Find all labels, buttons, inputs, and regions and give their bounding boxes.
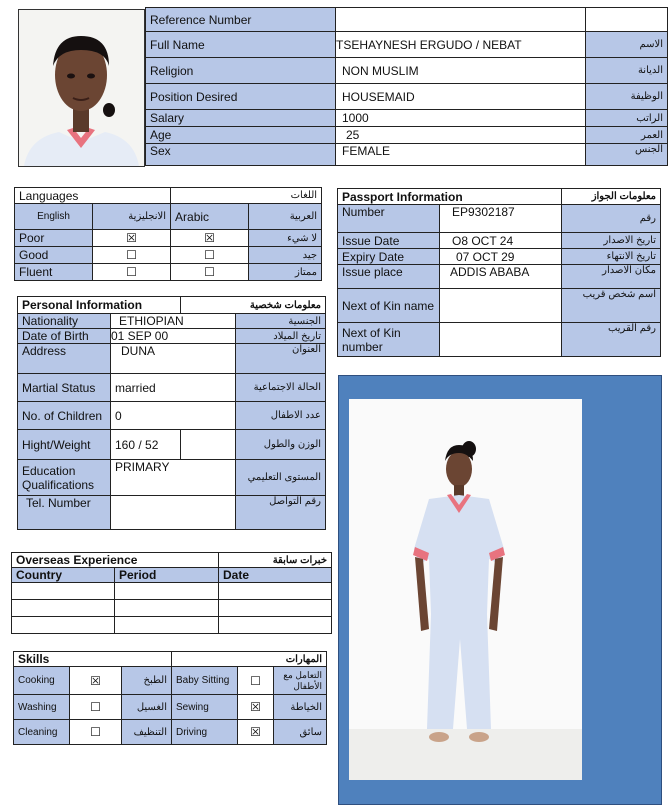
ar-height-weight: الوزن والطول (236, 430, 326, 460)
row-salary (146, 110, 668, 127)
label-kin-number: Next of Kin number (338, 323, 440, 357)
personal-row-tel (18, 496, 326, 530)
personal-info-table (17, 296, 326, 530)
overseas-row (12, 617, 332, 634)
portrait-photo (18, 9, 145, 167)
label-issue-date: Issue Date (338, 233, 440, 249)
personal-title-ar: معلومات شخصية (181, 297, 326, 314)
level-good-ar: جيد (249, 247, 322, 264)
col-period: Period (115, 568, 219, 583)
skills-row-1 (14, 667, 327, 695)
value-address: DUNA (111, 344, 236, 374)
skills-title-ar: المهارات (172, 652, 327, 667)
ar-expiry-date: تاريخ الانتهاء (562, 249, 661, 265)
personal-title: Personal Information (18, 297, 181, 314)
row-age (146, 127, 668, 144)
overseas-row (12, 600, 332, 617)
ar-issue-place: مكان الاصدار (562, 265, 661, 289)
skill-driving: Driving (172, 720, 238, 745)
checkbox-baby-sitting[interactable]: ☐ (238, 667, 274, 695)
label-education: Education Qualifications (18, 460, 111, 496)
row-sex (146, 144, 668, 166)
personal-row-children (18, 402, 326, 430)
label-nationality: Nationality (18, 314, 111, 329)
personal-row-nationality (18, 314, 326, 329)
ar-fullname: الاسم (586, 32, 668, 58)
skill-cooking-ar: الطبخ (122, 667, 172, 695)
value-nationality: ETHIOPIAN (111, 314, 236, 329)
ar-kin-number: رقم القريب (562, 323, 661, 357)
row-reference (146, 8, 668, 32)
skill-driving-ar: سائق (274, 720, 327, 745)
ar-issue-date: تاريخ الاصدار (562, 233, 661, 249)
skill-washing: Washing (14, 695, 70, 720)
english-label-ar: الانجليزية (93, 204, 171, 230)
label-fullname: Full Name (146, 32, 336, 58)
overseas-row (12, 583, 332, 600)
level-good: Good (15, 247, 93, 264)
skill-cleaning-ar: التنظيف (122, 720, 172, 745)
checkbox-cooking[interactable]: ☒ (70, 667, 122, 695)
ar-address: العنوان (236, 344, 326, 374)
lang-row-fluent (15, 264, 322, 281)
value-reference (336, 8, 586, 32)
overseas-table (11, 552, 332, 634)
skills-row-3 (14, 720, 327, 745)
checkbox-english-fluent[interactable]: ☐ (93, 264, 171, 281)
ar-tel: رقم التواصل (236, 496, 326, 530)
passport-row-place (338, 265, 661, 289)
checkbox-sewing[interactable]: ☒ (238, 695, 274, 720)
passport-row-number (338, 205, 661, 233)
checkbox-cleaning[interactable]: ☐ (70, 720, 122, 745)
passport-row-issue (338, 233, 661, 249)
row-religion (146, 58, 668, 84)
skills-row-2 (14, 695, 327, 720)
value-tel (111, 496, 236, 530)
english-label: English (15, 204, 93, 230)
personal-row-marital (18, 374, 326, 402)
passport-row-expiry (338, 249, 661, 265)
label-salary: Salary (146, 110, 336, 127)
level-poor-ar: لا شيء (249, 230, 322, 247)
checkbox-arabic-poor[interactable]: ☒ (171, 230, 249, 247)
personal-row-education (18, 460, 326, 496)
value-position: HOUSEMAID (336, 84, 586, 110)
checkbox-washing[interactable]: ☐ (70, 695, 122, 720)
personal-row-dob (18, 329, 326, 344)
languages-table (14, 187, 322, 281)
label-sex: Sex (146, 144, 336, 166)
col-country: Country (12, 568, 115, 583)
value-marital: married (111, 374, 236, 402)
label-position: Position Desired (146, 84, 336, 110)
full-body-photo (349, 399, 582, 780)
checkbox-arabic-good[interactable]: ☐ (171, 247, 249, 264)
value-issue-date: O8 OCT 24 (440, 233, 562, 249)
value-dob: 01 SEP 00 (111, 329, 236, 344)
ar-children: عدد الاطفال (236, 402, 326, 430)
languages-title: Languages (15, 188, 171, 204)
ar-nationality: الجنسية (236, 314, 326, 329)
label-height-weight: Hight/Weight (18, 430, 111, 460)
col-date: Date (219, 568, 332, 583)
ar-age: العمر (586, 127, 668, 144)
value-education: PRIMARY (111, 460, 236, 496)
top-details-table (145, 7, 668, 166)
value-expiry-date: 07 OCT 29 (440, 249, 562, 265)
ar-passport-number: رقم (562, 205, 661, 233)
personal-row-height-weight (18, 430, 326, 460)
value-religion: NON MUSLIM (336, 58, 586, 84)
overseas-title-ar: خبرات سابقة (219, 553, 332, 568)
skill-baby-sitting: Baby Sitting (172, 667, 238, 695)
value-kin-name (440, 289, 562, 323)
value-age: 25 (336, 127, 586, 144)
passport-table (337, 188, 661, 357)
skills-title: Skills (14, 652, 172, 667)
value-kin-number (440, 323, 562, 357)
checkbox-english-poor[interactable]: ☒ (93, 230, 171, 247)
label-kin-name: Next of Kin name (338, 289, 440, 323)
languages-title-ar: اللغات (171, 188, 322, 204)
arabic-label-ar: العربية (249, 204, 322, 230)
label-address: Address (18, 344, 111, 374)
label-tel: Tel. Number (18, 496, 111, 530)
personal-row-address (18, 344, 326, 374)
value-height-weight: 160 / 52 (111, 430, 181, 460)
passport-row-kin-number (338, 323, 661, 357)
passport-row-kin-name (338, 289, 661, 323)
ar-sex: الجنس (586, 144, 668, 166)
value-salary: 1000 (336, 110, 586, 127)
ar-position: الوظيفة (586, 84, 668, 110)
skills-table (13, 651, 327, 745)
ar-kin-name: اسم شخص قريب (562, 289, 661, 323)
level-fluent-ar: ممتاز (249, 264, 322, 281)
label-reference: Reference Number (146, 8, 336, 32)
checkbox-english-good[interactable]: ☐ (93, 247, 171, 264)
full-body-photo-frame (338, 375, 662, 805)
ar-education: المستوى التعليمي (236, 460, 326, 496)
passport-title: Passport Information (338, 189, 562, 205)
label-passport-number: Number (338, 205, 440, 233)
value-passport-number: EP9302187 (440, 205, 562, 233)
row-fullname (146, 32, 668, 58)
value-children: 0 (111, 402, 236, 430)
ar-religion: الديانة (586, 58, 668, 84)
skill-sewing-ar: الخياطة (274, 695, 327, 720)
ar-reference (586, 8, 668, 32)
arabic-label: Arabic (171, 204, 249, 230)
ar-marital: الحالة الاجتماعية (236, 374, 326, 402)
checkbox-arabic-fluent[interactable]: ☐ (171, 264, 249, 281)
label-dob: Date of Birth (18, 329, 111, 344)
label-age: Age (146, 127, 336, 144)
skill-cleaning: Cleaning (14, 720, 70, 745)
checkbox-driving[interactable]: ☒ (238, 720, 274, 745)
skill-washing-ar: الغسيل (122, 695, 172, 720)
level-fluent: Fluent (15, 264, 93, 281)
value-issue-place: ADDIS ABABA (440, 265, 562, 289)
skill-sewing: Sewing (172, 695, 238, 720)
ar-salary: الراتب (586, 110, 668, 127)
label-marital: Martial Status (18, 374, 111, 402)
ar-dob: تاريخ الميلاد (236, 329, 326, 344)
label-issue-place: Issue place (338, 265, 440, 289)
passport-title-ar: معلومات الجواز (562, 189, 661, 205)
lang-row-good (15, 247, 322, 264)
lang-row-poor (15, 230, 322, 247)
overseas-title: Overseas Experience (12, 553, 219, 568)
skill-cooking: Cooking (14, 667, 70, 695)
value-fullname: TSEHAYNESH ERGUDO / NEBAT (336, 32, 586, 58)
skill-baby-sitting-ar: التعامل مع الأطفال (274, 667, 327, 695)
row-position (146, 84, 668, 110)
level-poor: Poor (15, 230, 93, 247)
label-religion: Religion (146, 58, 336, 84)
label-children: No. of Children (18, 402, 111, 430)
value-height-weight-extra (181, 430, 236, 460)
label-expiry-date: Expiry Date (338, 249, 440, 265)
value-sex: FEMALE (336, 144, 586, 166)
